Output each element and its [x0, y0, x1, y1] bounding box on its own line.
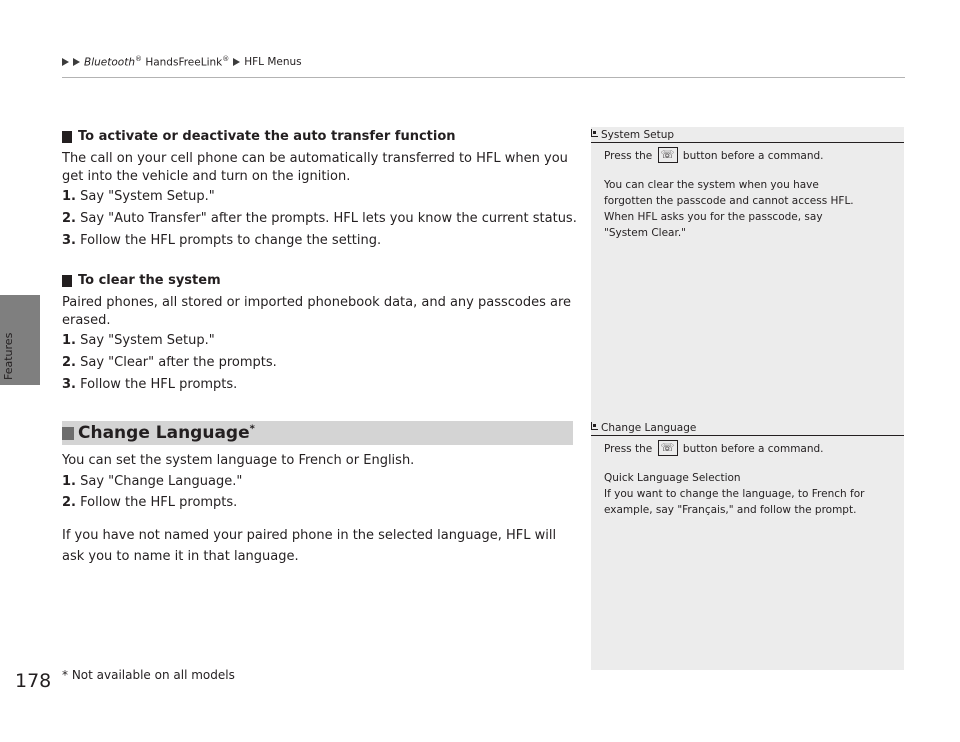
banner-title: Change Language* — [78, 423, 255, 443]
breadcrumb-item-hfl-menus[interactable]: HFL Menus — [244, 55, 302, 68]
language-section — [62, 450, 582, 567]
footnote: * Not available on all models — [62, 668, 235, 682]
banner-square-icon — [62, 427, 74, 440]
note-change-language: Change Language Press the ☏ button before a command. Quick Language Selection If you want to change the language, to French for example, say "Français," and follow the prompt. — [591, 420, 904, 518]
note-marker-icon — [591, 129, 598, 137]
step-item: 3. Follow the HFL prompts. — [62, 377, 238, 392]
clear-system-intro: Paired phones, all stored or imported phonebook data, and any passcodes are erased. — [62, 295, 572, 328]
step-item: 1. Say "Change Language." — [62, 474, 243, 489]
talk-button-icon: ☏ — [658, 147, 678, 163]
note-header: Change Language — [591, 420, 904, 436]
step-item: 1. Say "System Setup." — [62, 333, 215, 348]
heading-square-icon — [62, 275, 72, 287]
header-rule — [62, 77, 905, 78]
breadcrumb-item-bluetooth[interactable]: Bluetooth® HandsFreeLink® — [84, 55, 230, 69]
language-note: If you have not named your paired phone in the selected language, HFL will ask you to name it in that language. — [62, 528, 557, 564]
step-item: 3. Follow the HFL prompts to change the setting. — [62, 233, 382, 248]
heading-square-icon — [62, 131, 72, 143]
step-item: 2. Say "Clear" after the prompts. — [62, 355, 277, 370]
main-column — [62, 126, 582, 396]
chapter-label: Features — [2, 332, 15, 380]
note-marker-icon — [591, 422, 598, 430]
step-item: 2. Follow the HFL prompts. — [62, 495, 238, 510]
note-header: System Setup — [591, 127, 904, 143]
page-number: 178 — [15, 670, 52, 692]
breadcrumb — [62, 55, 302, 69]
language-intro: You can set the system language to French or English. — [62, 453, 415, 468]
breadcrumb-arrow-icon — [62, 58, 69, 66]
step-item: 2. Say "Auto Transfer" after the prompts. HFL lets you know the current status. — [62, 211, 577, 226]
breadcrumb-arrow-icon — [233, 58, 240, 66]
talk-button-icon: ☏ — [658, 440, 678, 456]
breadcrumb-arrow-icon — [73, 58, 80, 66]
note-system-setup: System Setup Press the ☏ button before a command. You can clear the system when you have forgotten the passcode and cannot access HFL. When HFL asks you for the passcode, say "System Clear." — [591, 127, 904, 241]
heading-clear-system: To clear the system — [62, 270, 582, 292]
heading-auto-transfer: To activate or deactivate the auto transfer function — [62, 126, 582, 148]
step-item: 1. Say "System Setup." — [62, 189, 215, 204]
auto-transfer-intro: The call on your cell phone can be automatically transferred to HFL when you get into the vehicle and turn on the ignition. — [62, 151, 568, 184]
section-banner-change-language — [62, 421, 573, 445]
